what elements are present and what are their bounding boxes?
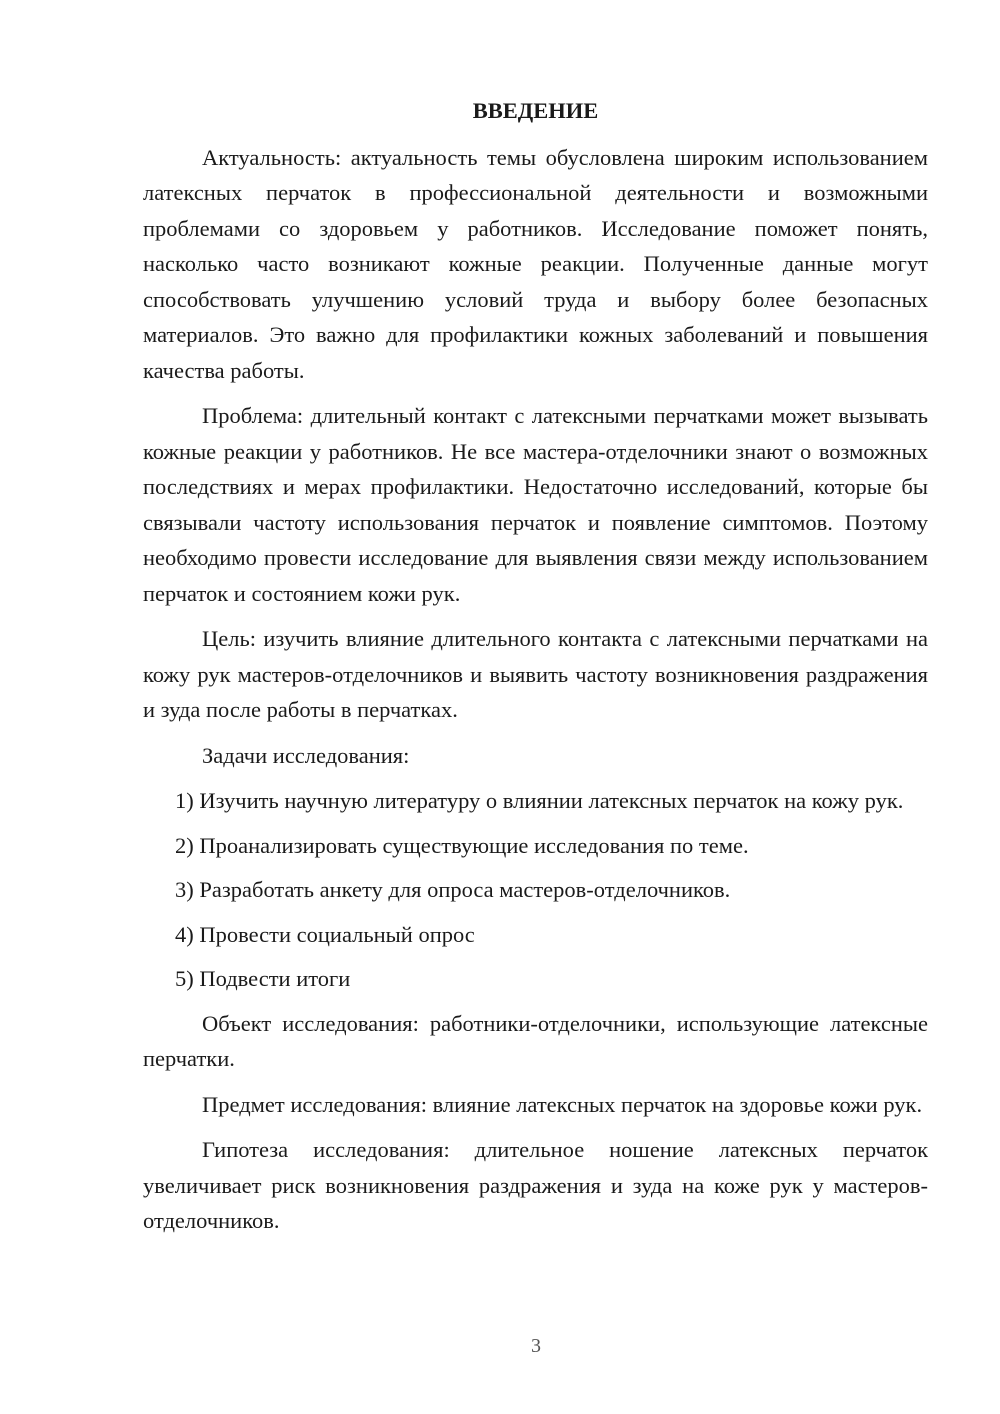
- task-item-2: 2) Проанализировать существующие исследования по теме.: [175, 832, 749, 858]
- hypothesis-paragraph: Гипотеза исследования: длительное ношение латексных перчаток увеличивает риск возникновения раздражения и зуда на коже рук у мастеров-отделочников.: [143, 1137, 928, 1233]
- task-item-3: 3) Разработать анкету для опроса мастеров-отделочников.: [175, 877, 731, 902]
- problem-paragraph: Проблема: длительный контакт с латексными перчатками может вызывать кожные реакции у работников. Не все мастера-отделочники знают о возможных последствиях и мерах профилактики. Недостаточно исследований, которые бы связывали частоту использования перчаток и появление симптомов. Поэтому необходимо провести исследование для выявления связи между использованием перчаток и состоянием кожи рук.: [143, 403, 928, 606]
- object-paragraph: Объект исследования: работники-отделочники, использующие латексные перчатки.: [143, 1010, 928, 1071]
- page-content: [143, 93, 928, 1249]
- task-item-1: 1) Изучить научную литературу о влиянии латексных перчаток на кожу рук.: [175, 788, 904, 813]
- page-number: 3: [531, 1335, 541, 1357]
- subject-paragraph: Предмет исследования: влияние латексных перчаток на здоровье кожи рук.: [202, 1091, 923, 1117]
- task-item-4: 4) Провести социальный опрос: [175, 921, 475, 947]
- tasks-title: Задачи исследования:: [202, 742, 410, 768]
- task-item-5: 5) Подвести итоги: [175, 966, 351, 991]
- goal-paragraph: Цель: изучить влияние длительного контакта с латексными перчатками на кожу рук мастеров-отделочников и выявить частоту возникновения раздражения и зуда после работы в перчатках.: [143, 626, 928, 722]
- section-heading: ВВЕДЕНИЕ: [472, 98, 599, 123]
- relevance-paragraph: Актуальность: актуальность темы обусловлена широким использованием латексных перчаток в профессиональной деятельности и возможными проблемами со здоровьем у работников. Исследование поможет понять, насколько часто возникают кожные реакции. Полученные данные могут способствовать улучшению условий труда и выбору более безопасных материалов. Это важно для профилактики кожных заболеваний и повышения качества работы.: [143, 144, 928, 383]
